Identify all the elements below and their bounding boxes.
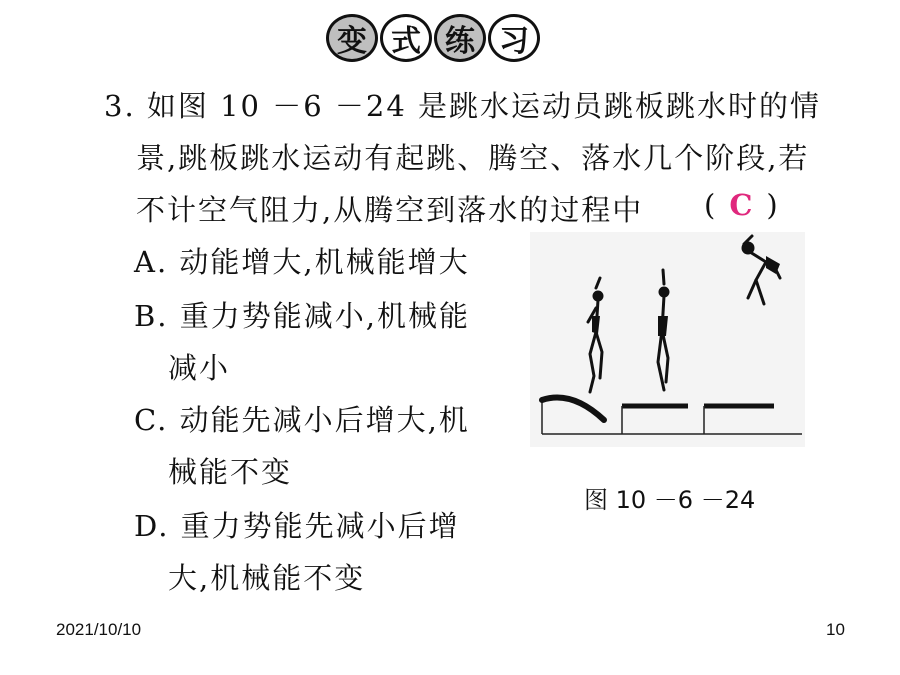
badge-char-2: 式 <box>380 14 432 62</box>
option-b-line-1: B. 重力势能减小,机械能 <box>134 299 470 333</box>
badge-char-3: 练 <box>434 14 486 62</box>
badge-char-4: 习 <box>488 14 540 62</box>
answer-close-paren: ) <box>766 188 778 222</box>
answer-open-paren: ( <box>704 188 716 222</box>
option-c-line-2: 械能不变 <box>168 455 293 489</box>
question-line-1: 3. 如图 10 －6 －24 是跳水运动员跳板跳水时的情 <box>104 89 822 123</box>
figure-caption: 图 10 －6 －24 <box>584 486 756 514</box>
section-badge <box>326 14 540 62</box>
question-line-2: 景,跳板跳水运动有起跳、腾空、落水几个阶段,若 <box>136 141 810 175</box>
option-b-line-2: 减小 <box>168 351 231 385</box>
diver-sequence-illustration <box>530 232 805 447</box>
footer-date: 2021/10/10 <box>56 620 142 639</box>
badge-char-1: 变 <box>326 14 378 62</box>
answer-bracket <box>704 188 778 222</box>
option-d-line-1: D. 重力势能先减小后增 <box>134 509 460 543</box>
page-number: 10 <box>826 620 845 639</box>
option-c-line-1: C. 动能先减小后增大,机 <box>134 403 470 437</box>
question-line-3: 不计空气阻力,从腾空到落水的过程中 <box>136 193 644 227</box>
option-d-line-2: 大,机械能不变 <box>168 561 366 595</box>
option-a: A. 动能增大,机械能增大 <box>134 245 470 279</box>
answer-letter: C <box>729 188 753 222</box>
